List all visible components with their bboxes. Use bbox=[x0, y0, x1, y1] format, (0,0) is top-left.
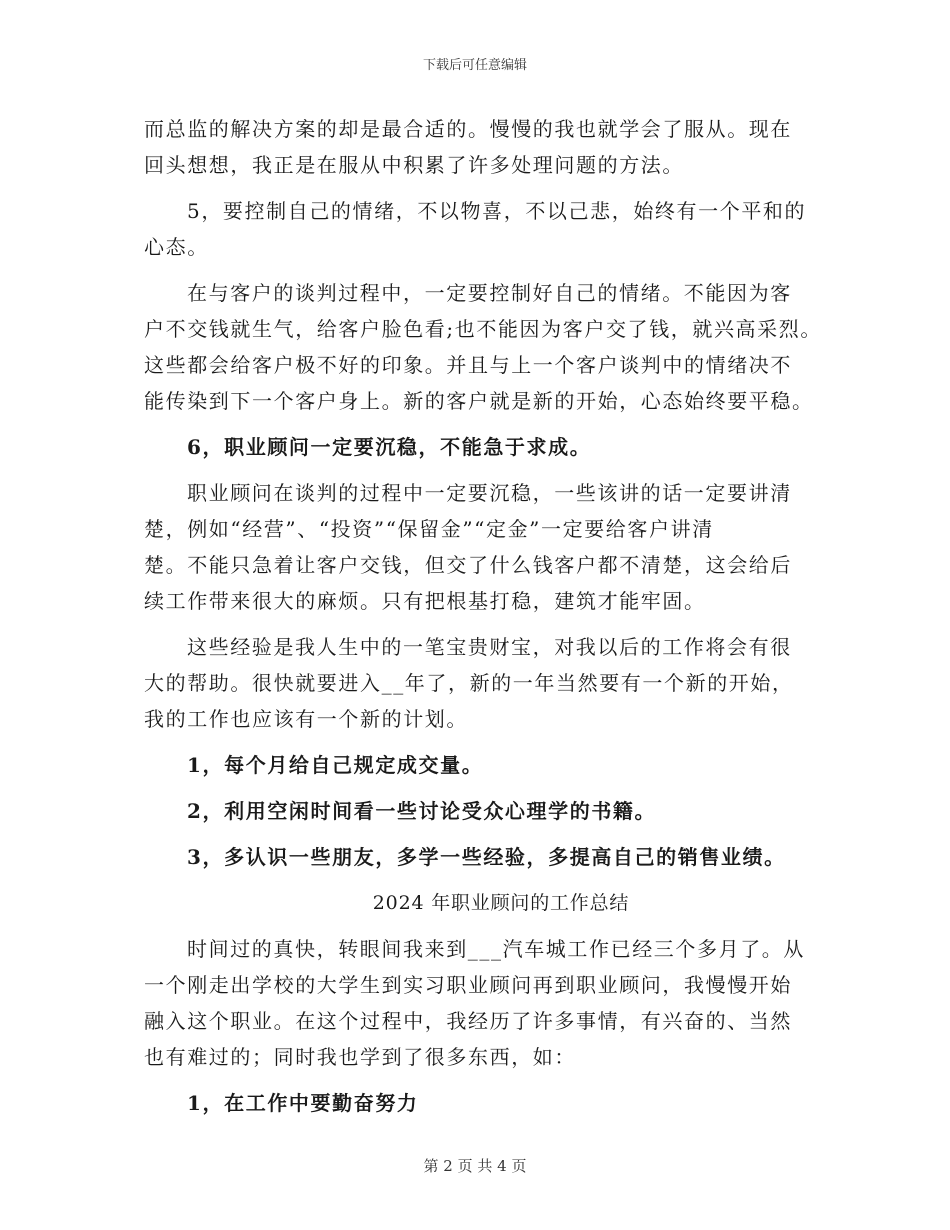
page-footer: 第 2 页 共 4 页 bbox=[423, 1157, 527, 1175]
text-line: 也有难过的；同时我也学到了很多东西，如： bbox=[144, 1045, 576, 1069]
text-line: 1，每个月给自己规定成交量。 bbox=[187, 753, 484, 777]
plan-item-2 bbox=[144, 793, 824, 829]
text-line: 1，在工作中要勤奋努力 bbox=[187, 1091, 419, 1115]
heading-point-6 bbox=[144, 429, 824, 465]
text-line: 5，要控制自己的情绪，不以物喜，不以己悲，始终有一个平和的 bbox=[187, 199, 807, 223]
text-line: 时间过的真快，转眼间我来到___汽车城工作已经三个多月了。从 bbox=[187, 937, 805, 961]
text-line: 能传染到下一个客户身上。新的客户就是新的开始，心态始终要平稳。 bbox=[144, 389, 814, 413]
text-line: 大的帮助。很快就要进入__年了，新的一年当然要有一个新的开始， bbox=[144, 671, 794, 695]
text-line: 职业顾问在谈判的过程中一定要沉稳，一些该讲的话一定要讲清 bbox=[187, 481, 792, 505]
plan-item-3 bbox=[144, 839, 824, 875]
text-line: 6，职业顾问一定要沉稳，不能急于求成。 bbox=[187, 435, 592, 459]
paragraph-point-5 bbox=[144, 193, 824, 265]
plan-item-1 bbox=[144, 747, 824, 783]
text-line: 回头想想，我正是在服从中积累了许多处理问题的方法。 bbox=[144, 153, 684, 177]
text-line: 2，利用空闲时间看一些讨论受众心理学的书籍。 bbox=[187, 799, 657, 823]
text-line: 户不交钱就生气，给客户脸色看;也不能因为客户交了钱，就兴高采烈。 bbox=[144, 317, 822, 341]
paragraph-text bbox=[144, 275, 824, 419]
paragraph-text bbox=[144, 629, 824, 737]
paragraph-text bbox=[144, 111, 824, 183]
text-line: 而总监的解决方案的却是最合适的。慢慢的我也就学会了服从。现在 bbox=[144, 117, 792, 141]
text-line: 一个刚走出学校的大学生到实习职业顾问再到职业顾问，我慢慢开始 bbox=[144, 973, 792, 997]
text-line: 这些都会给客户极不好的印象。并且与上一个客户谈判中的情绪决不 bbox=[144, 353, 792, 377]
paragraph-text bbox=[144, 475, 824, 619]
heading-point-1 bbox=[144, 1085, 824, 1121]
text-line: 楚。不能只急着让客户交钱，但交了什么钱客户都不清楚，这会给后 bbox=[144, 553, 792, 577]
text-line: 3，多认识一些朋友，多学一些经验，多提高自己的销售业绩。 bbox=[187, 845, 786, 869]
text-line: 这些经验是我人生中的一笔宝贵财宝，对我以后的工作将会有很 bbox=[187, 635, 792, 659]
text-line: 续工作带来很大的麻烦。只有把根基打稳，建筑才能牢固。 bbox=[144, 589, 706, 613]
section-title: 2024 年职业顾问的工作总结 bbox=[372, 892, 630, 914]
text-line: 在与客户的谈判过程中，一定要控制好自己的情绪。不能因为客 bbox=[187, 281, 792, 305]
paragraph-text bbox=[144, 931, 824, 1075]
text-line: 心态。 bbox=[144, 235, 209, 259]
page-header: 下载后可任意编辑 bbox=[422, 58, 527, 73]
text-line: 楚，例如“经营”、“投资”“保留金”“定金”一定要给客户讲清 bbox=[144, 517, 714, 541]
text-line: 融入这个职业。在这个过程中，我经历了许多事情，有兴奋的、当然 bbox=[144, 1009, 792, 1033]
text-line: 我的工作也应该有一个新的计划。 bbox=[144, 707, 468, 731]
document-body bbox=[144, 111, 824, 1121]
